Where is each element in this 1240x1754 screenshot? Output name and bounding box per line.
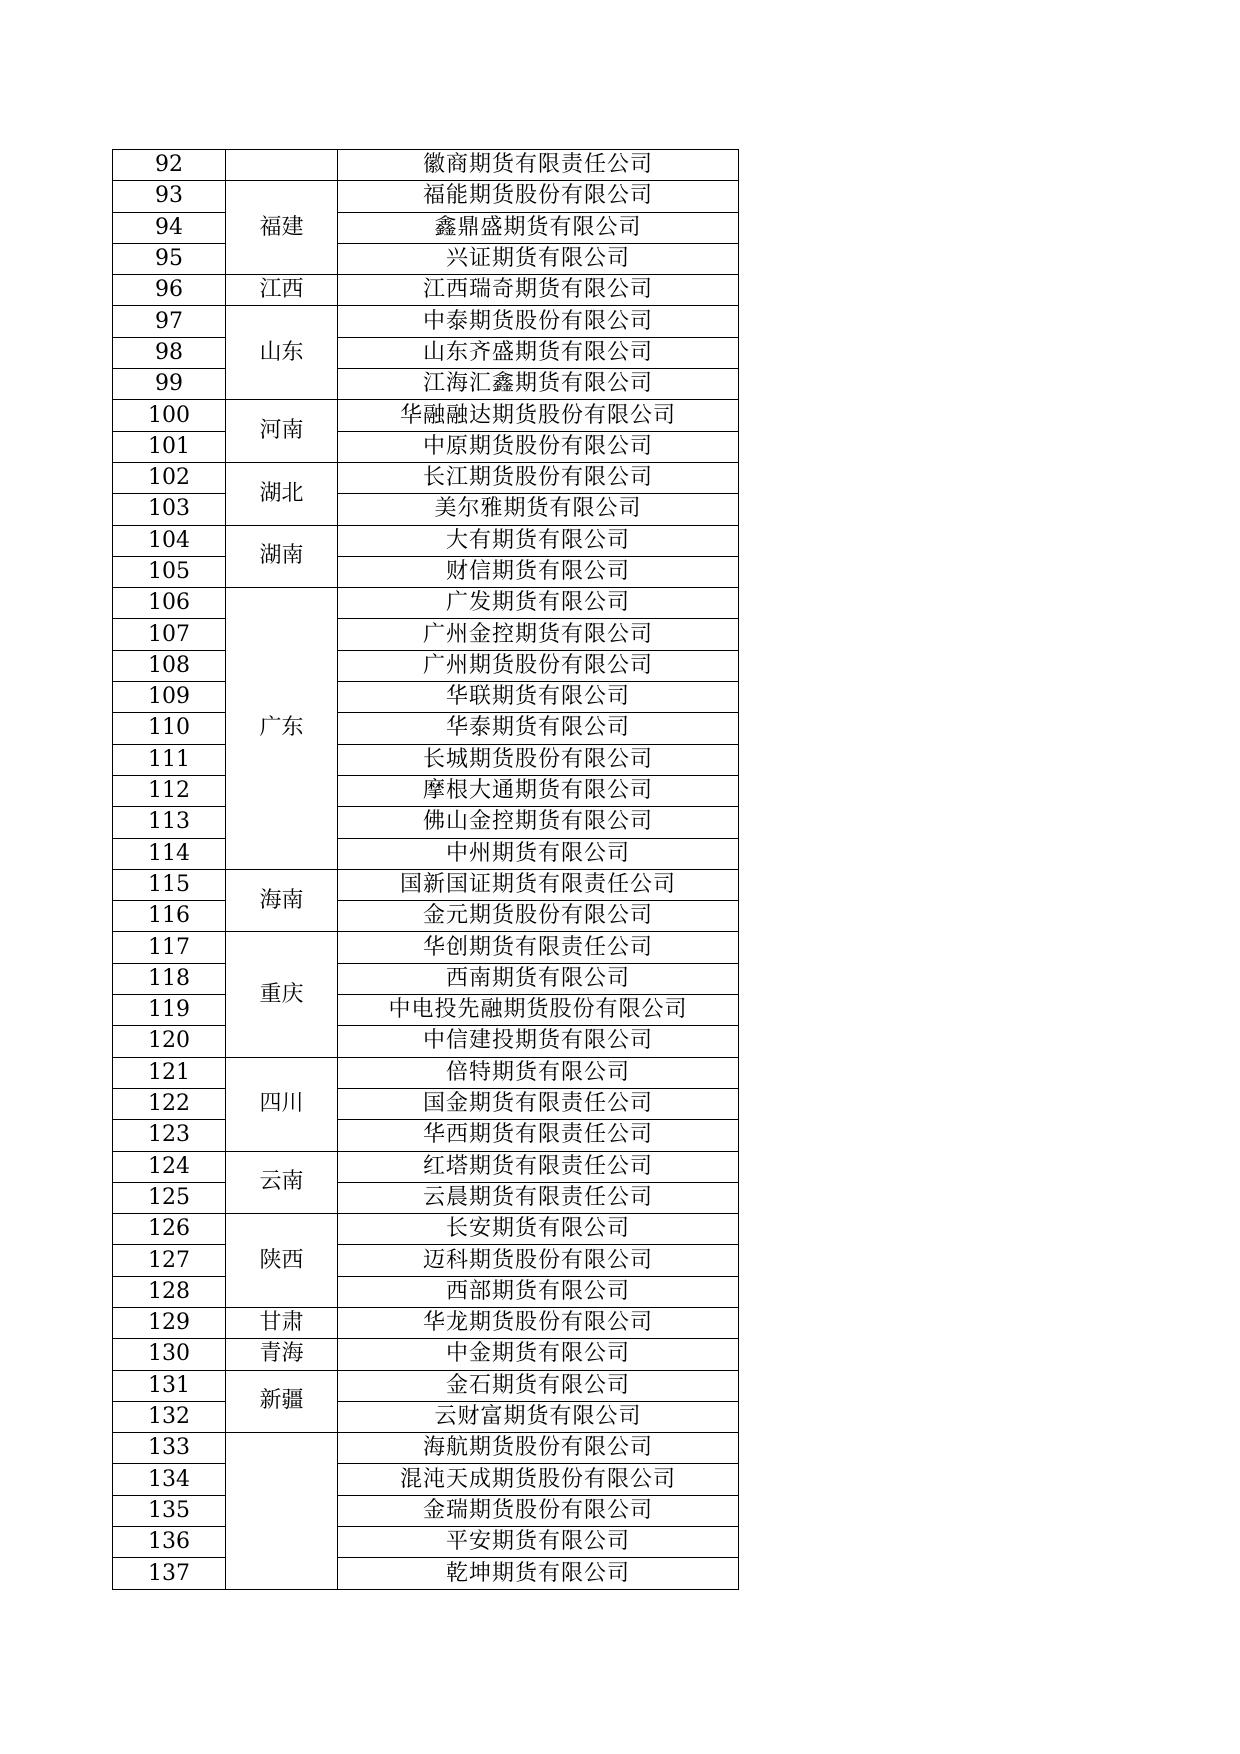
province-cell: 湖南 [226, 525, 338, 588]
row-number-cell: 119 [113, 995, 226, 1026]
company-name-cell: 迈科期货股份有限公司 [338, 1245, 739, 1276]
row-number-cell: 137 [113, 1558, 226, 1589]
table-row [113, 807, 739, 838]
table-row [113, 369, 739, 400]
company-name-cell: 兴证期货有限公司 [338, 243, 739, 274]
row-number-cell: 108 [113, 650, 226, 681]
company-name-cell: 西南期货有限公司 [338, 963, 739, 994]
row-number-cell: 92 [113, 150, 226, 181]
table-row [113, 588, 739, 619]
company-name-cell: 山东齐盛期货有限公司 [338, 337, 739, 368]
row-number-cell: 107 [113, 619, 226, 650]
table-row [113, 1026, 739, 1057]
table-row [113, 1120, 739, 1151]
company-name-cell: 金石期货有限公司 [338, 1370, 739, 1401]
table-row [113, 1307, 739, 1338]
company-name-cell: 国新国证期货有限责任公司 [338, 869, 739, 900]
row-number-cell: 125 [113, 1182, 226, 1213]
table-row [113, 1182, 739, 1213]
company-name-cell: 国金期货有限责任公司 [338, 1088, 739, 1119]
province-cell: 广东 [226, 588, 338, 870]
company-name-cell: 华创期货有限责任公司 [338, 932, 739, 963]
row-number-cell: 136 [113, 1527, 226, 1558]
province-cell [226, 150, 338, 181]
table-row [113, 682, 739, 713]
row-number-cell: 114 [113, 838, 226, 869]
row-number-cell: 113 [113, 807, 226, 838]
company-name-cell: 华融融达期货股份有限公司 [338, 400, 739, 431]
row-number-cell: 120 [113, 1026, 226, 1057]
row-number-cell: 103 [113, 494, 226, 525]
table-row [113, 1527, 739, 1558]
table-row [113, 1339, 739, 1370]
province-cell: 四川 [226, 1057, 338, 1151]
company-name-cell: 摩根大通期货有限公司 [338, 775, 739, 806]
company-name-cell: 佛山金控期货有限公司 [338, 807, 739, 838]
table-row [113, 1088, 739, 1119]
company-name-cell: 中电投先融期货股份有限公司 [338, 995, 739, 1026]
row-number-cell: 106 [113, 588, 226, 619]
row-number-cell: 96 [113, 275, 226, 306]
row-number-cell: 128 [113, 1276, 226, 1307]
company-name-cell: 财信期货有限公司 [338, 556, 739, 587]
table-row [113, 275, 739, 306]
table-body [113, 150, 739, 1590]
table-row [113, 744, 739, 775]
province-cell: 江西 [226, 275, 338, 306]
table-row [113, 556, 739, 587]
province-cell: 山东 [226, 306, 338, 400]
row-number-cell: 126 [113, 1214, 226, 1245]
table-row [113, 932, 739, 963]
row-number-cell: 102 [113, 462, 226, 493]
company-name-cell: 江海汇鑫期货有限公司 [338, 369, 739, 400]
row-number-cell: 130 [113, 1339, 226, 1370]
province-cell: 甘肃 [226, 1307, 338, 1338]
company-name-cell: 长江期货股份有限公司 [338, 462, 739, 493]
company-name-cell: 华龙期货股份有限公司 [338, 1307, 739, 1338]
table-row [113, 494, 739, 525]
row-number-cell: 122 [113, 1088, 226, 1119]
company-name-cell: 大有期货有限公司 [338, 525, 739, 556]
futures-company-table [112, 149, 739, 1590]
table-row [113, 400, 739, 431]
company-name-cell: 云财富期货有限公司 [338, 1401, 739, 1432]
company-name-cell: 长城期货股份有限公司 [338, 744, 739, 775]
company-name-cell: 中金期货有限公司 [338, 1339, 739, 1370]
row-number-cell: 97 [113, 306, 226, 337]
row-number-cell: 112 [113, 775, 226, 806]
table-row [113, 650, 739, 681]
row-number-cell: 104 [113, 525, 226, 556]
table-row [113, 306, 739, 337]
row-number-cell: 124 [113, 1151, 226, 1182]
row-number-cell: 115 [113, 869, 226, 900]
table-row [113, 1276, 739, 1307]
company-name-cell: 广州期货股份有限公司 [338, 650, 739, 681]
row-number-cell: 132 [113, 1401, 226, 1432]
company-name-cell: 华西期货有限责任公司 [338, 1120, 739, 1151]
row-number-cell: 110 [113, 713, 226, 744]
table-row [113, 1495, 739, 1526]
company-name-cell: 西部期货有限公司 [338, 1276, 739, 1307]
row-number-cell: 133 [113, 1433, 226, 1464]
table-row [113, 713, 739, 744]
row-number-cell: 121 [113, 1057, 226, 1088]
table-row [113, 1370, 739, 1401]
row-number-cell: 98 [113, 337, 226, 368]
row-number-cell: 135 [113, 1495, 226, 1526]
company-name-cell: 平安期货有限公司 [338, 1527, 739, 1558]
company-name-cell: 广州金控期货有限公司 [338, 619, 739, 650]
table-row [113, 525, 739, 556]
company-name-cell: 乾坤期货有限公司 [338, 1558, 739, 1589]
table-row [113, 1214, 739, 1245]
province-cell: 青海 [226, 1339, 338, 1370]
company-name-cell: 鑫鼎盛期货有限公司 [338, 212, 739, 243]
company-name-cell: 福能期货股份有限公司 [338, 181, 739, 212]
province-cell: 湖北 [226, 462, 338, 525]
table-row [113, 1151, 739, 1182]
row-number-cell: 134 [113, 1464, 226, 1495]
table-row [113, 963, 739, 994]
company-name-cell: 广发期货有限公司 [338, 588, 739, 619]
table-row [113, 1433, 739, 1464]
row-number-cell: 94 [113, 212, 226, 243]
row-number-cell: 123 [113, 1120, 226, 1151]
table-row [113, 1464, 739, 1495]
row-number-cell: 131 [113, 1370, 226, 1401]
company-name-cell: 徽商期货有限责任公司 [338, 150, 739, 181]
row-number-cell: 127 [113, 1245, 226, 1276]
company-name-cell: 中泰期货股份有限公司 [338, 306, 739, 337]
company-name-cell: 金元期货股份有限公司 [338, 901, 739, 932]
table-row [113, 1057, 739, 1088]
table-row [113, 337, 739, 368]
row-number-cell: 111 [113, 744, 226, 775]
company-name-cell: 金瑞期货股份有限公司 [338, 1495, 739, 1526]
table-row [113, 1401, 739, 1432]
table-row [113, 995, 739, 1026]
row-number-cell: 116 [113, 901, 226, 932]
row-number-cell: 118 [113, 963, 226, 994]
row-number-cell: 101 [113, 431, 226, 462]
table-row [113, 243, 739, 274]
table-row [113, 901, 739, 932]
province-cell: 河南 [226, 400, 338, 463]
company-name-cell: 中原期货股份有限公司 [338, 431, 739, 462]
row-number-cell: 129 [113, 1307, 226, 1338]
company-name-cell: 华联期货有限公司 [338, 682, 739, 713]
company-name-cell: 中州期货有限公司 [338, 838, 739, 869]
company-name-cell: 倍特期货有限公司 [338, 1057, 739, 1088]
table-row [113, 1245, 739, 1276]
company-name-cell: 云晨期货有限责任公司 [338, 1182, 739, 1213]
row-number-cell: 109 [113, 682, 226, 713]
row-number-cell: 95 [113, 243, 226, 274]
row-number-cell: 117 [113, 932, 226, 963]
row-number-cell: 99 [113, 369, 226, 400]
table-row [113, 431, 739, 462]
row-number-cell: 105 [113, 556, 226, 587]
province-cell [226, 1433, 338, 1589]
company-name-cell: 红塔期货有限责任公司 [338, 1151, 739, 1182]
province-cell: 新疆 [226, 1370, 338, 1433]
row-number-cell: 93 [113, 181, 226, 212]
table-row [113, 619, 739, 650]
province-cell: 福建 [226, 181, 338, 275]
company-name-cell: 海航期货股份有限公司 [338, 1433, 739, 1464]
table-row [113, 1558, 739, 1589]
company-name-cell: 华泰期货有限公司 [338, 713, 739, 744]
province-cell: 陕西 [226, 1214, 338, 1308]
table-row [113, 150, 739, 181]
province-cell: 重庆 [226, 932, 338, 1057]
table-row [113, 462, 739, 493]
company-name-cell: 江西瑞奇期货有限公司 [338, 275, 739, 306]
company-name-cell: 长安期货有限公司 [338, 1214, 739, 1245]
table-row [113, 775, 739, 806]
table-row [113, 181, 739, 212]
table-row [113, 212, 739, 243]
province-cell: 云南 [226, 1151, 338, 1214]
company-name-cell: 美尔雅期货有限公司 [338, 494, 739, 525]
province-cell: 海南 [226, 869, 338, 932]
table-row [113, 869, 739, 900]
row-number-cell: 100 [113, 400, 226, 431]
table-row [113, 838, 739, 869]
company-name-cell: 混沌天成期货股份有限公司 [338, 1464, 739, 1495]
company-name-cell: 中信建投期货有限公司 [338, 1026, 739, 1057]
